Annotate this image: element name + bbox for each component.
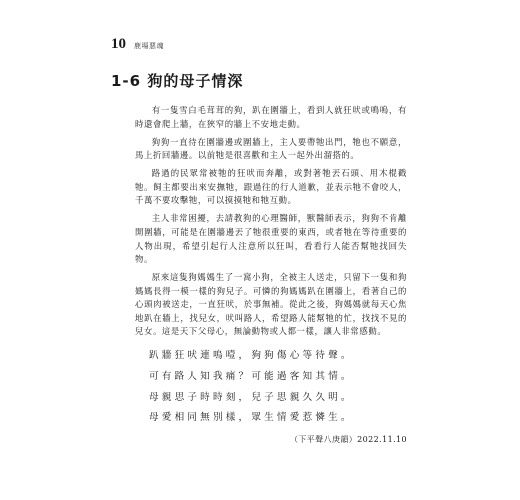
paragraph: 有一隻雪白毛茸茸的狗，趴在圍牆上，看到人就狂吠或鳴嗚，有時還會爬上牆，在狹窄的牆上不安地走動。 — [135, 105, 407, 129]
paragraph: 原來這隻狗媽媽生了一窩小狗，全被主人送走，只留下一隻和狗媽媽長得一模一樣的狗兒子。可憐的狗媽媽趴在圍牆上，看著自己的心頭肉被送走，一直狂吠，於事無補。從此之後，狗媽媽就每天心焦地趴在牆上，找兒女，吠叫路人，希望路人能幫牠的忙，找找不見的兒女。這是天下父母心，無論動物或人都一樣，讓人非常感動。 — [135, 272, 407, 337]
poem — [149, 346, 354, 429]
poem-line: 趴牆狂吠連嗚噎，狗狗傷心等待聲。 — [149, 350, 354, 361]
running-title: 鹿場悪魂 — [134, 42, 164, 50]
paragraph: 路過的民眾常被牠的狂吠而奔離，或對著牠丟石頭、用木棍戳牠。飼主都要出來安撫牠，跟過往的行人道歉，並表示牠不會咬人，千萬不要攻擊牠，可以摸摸牠和牠互動。 — [135, 168, 407, 206]
page-header — [111, 36, 164, 53]
chapter-title: 1-6 狗的母子情深 — [111, 72, 244, 90]
poem-line: 母親思子時時刻，兒子思親久久明。 — [149, 391, 354, 403]
page-number: 10 — [111, 36, 126, 52]
article-body — [135, 104, 407, 343]
paragraph: 主人非常困擾，去請教狗的心理醫師，獸醫師表示，狗狗不肯離開圍牆，可能是在圍牆邊丟了牠很重要的東西，或者牠在等待重要的人物出現，希望引起行人注意所以狂叫，看看行人能否幫牠找回失物。 — [135, 213, 407, 265]
poem-attribution: （下平聲八庚韻）2022.11.10 — [289, 435, 407, 444]
paragraph: 狗狗一直待在圍牆邊或圍牆上，主人要帶牠出門，牠也不願意，馬上折回牆邊。以前牠是很喜歡和主人一起外出溜搭的。 — [135, 136, 407, 161]
poem-line: 可有路人知我痛？可能過客知其情。 — [149, 370, 354, 382]
poem-line: 母愛相同無別樣，眾生情愛惹憐生。 — [149, 412, 354, 424]
